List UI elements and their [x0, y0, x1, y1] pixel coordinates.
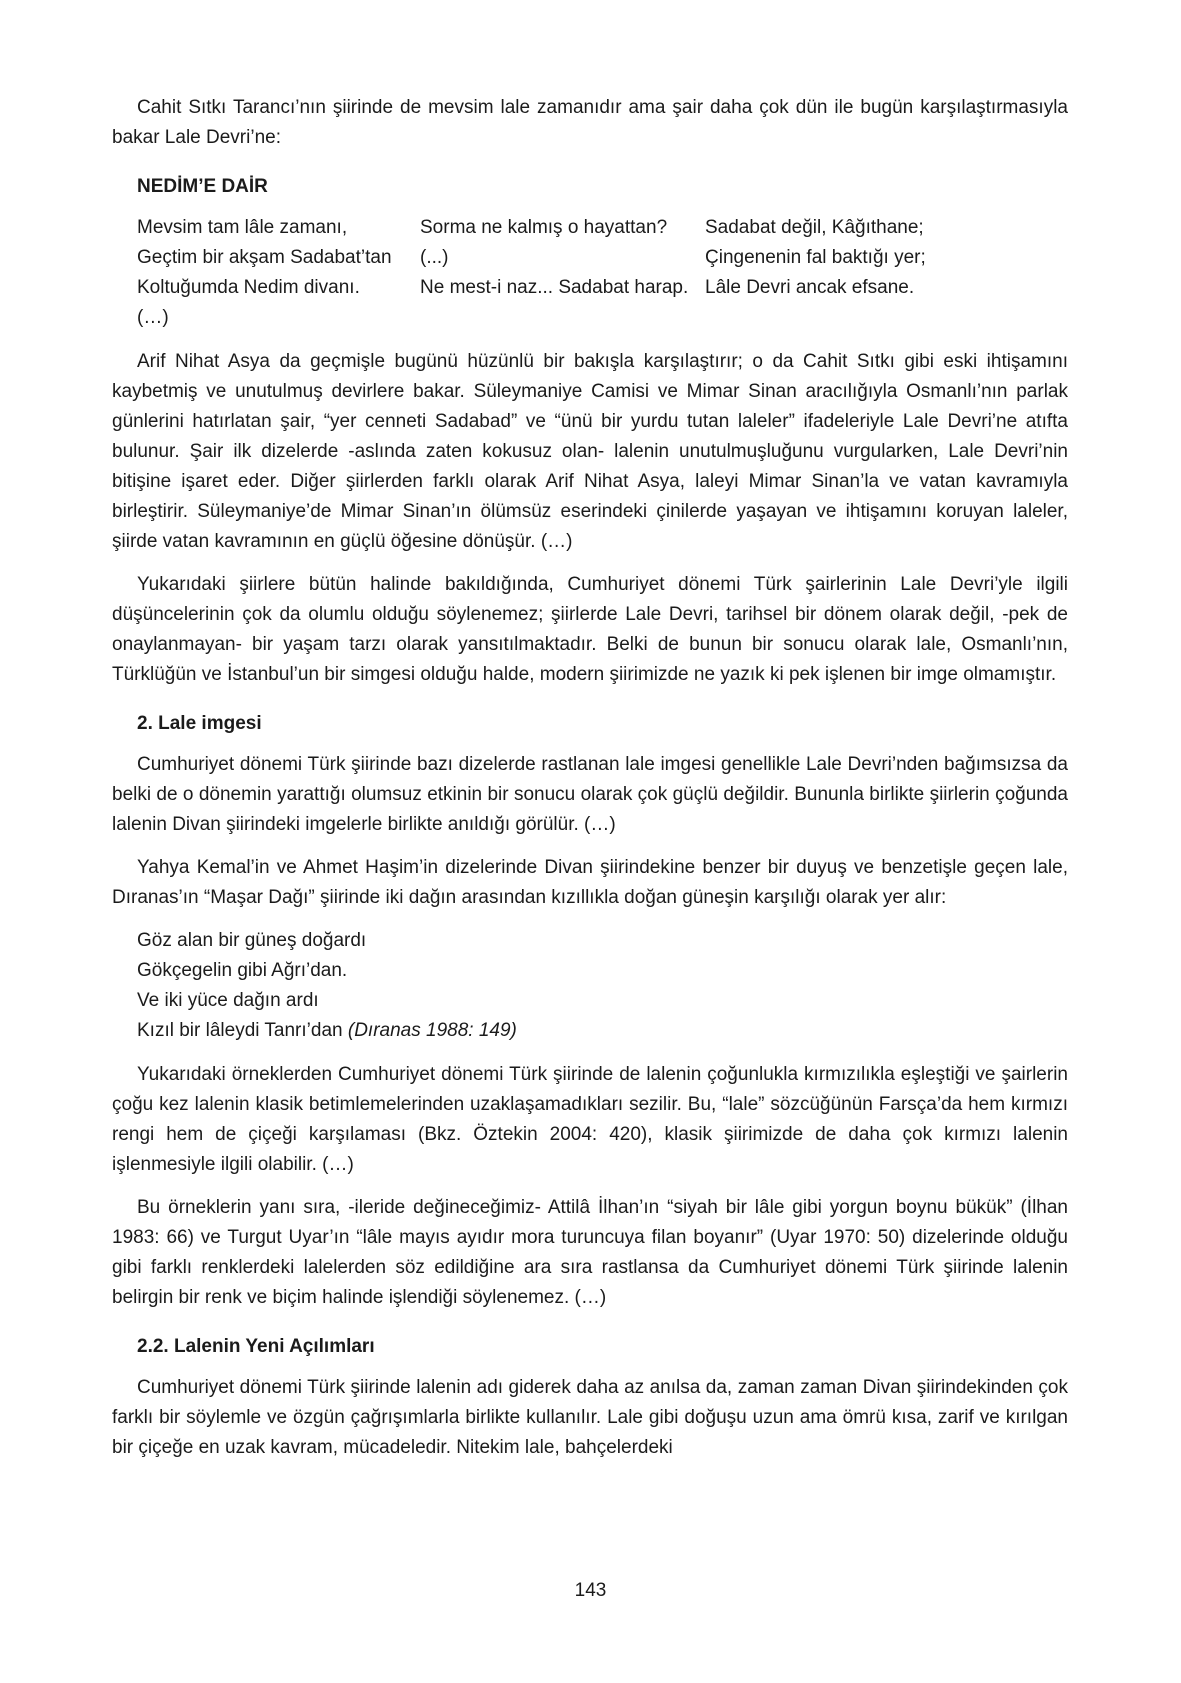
paragraph-bu-ornekler: Bu örneklerin yanı sıra, -ileride değineceğimiz- Attilâ İlhan’ın “siyah bir lâle gibi yorgun boynu bükük” (İlhan 1983: 66) ve Turgut Uyar’ın “lâle mayıs ayıdır mora turuncuya filan boyanır” (Uyar 1970: 50) dizelerinde olduğu gibi farklı renklerdeki lalelerden söz edildiğine ara sıra rastlansa da Cumhuriyet dönemi Türk şiirinde lalenin belirgin bir renk ve biçim halinde işlendiği söylenemez. (…)	[112, 1197, 1068, 1308]
poem-line	[137, 1016, 1068, 1046]
poem-masar-dagi	[137, 926, 1068, 1046]
poem-line: Mevsim tam lâle zamanı,	[137, 217, 348, 238]
paragraph-cumhuriyet-lale-imgesi: Cumhuriyet dönemi Türk şiirinde bazı dizelerde rastlanan lale imgesi genellikle Lale Devri’nden bağımsızsa da belki de o dönemin yarattığı olumsuz etkinin bir sonucu olarak çok güçlü değildir. Bununla birlikte şiirlerin çoğunda lalenin Divan şiirindeki imgelerle birlikte anıldığı görülür. (…)	[112, 754, 1068, 835]
poem-nedim-title: NEDİM’E DAİR	[137, 176, 268, 197]
paragraph-yukaridaki-siirler: Yukarıdaki şiirlere bütün halinde bakıldığında, Cumhuriyet dönemi Türk şairlerinin Lale Devri’yle ilgili düşüncelerinin çok da olumlu olduğu söylenemez; şiirlerde Lale Devri, tarihsel bir dönem olarak değil, -pek de onaylanmayan- bir yaşam tarzı olarak yansıtılmaktadır. Belki de bunun bir sonucu olarak lale, Osmanlı’nın, Türklüğün ve İstanbul’un bir simgesi olduğu halde, modern şiirimizde ne yazık ki pek işlenen bir imge olmamıştır.	[112, 574, 1068, 685]
paragraph-yeni-acilimlar: Cumhuriyet dönemi Türk şiirinde lalenin adı giderek daha az anılsa da, zaman zaman Divan şiirindekinden çok farklı bir söylemle ve özgün çağrışımlarla birlikte kullanılır. Lale gibi doğuşu uzun ama ömrü kısa, zarif ve kırılgan bir çiçeğe en uzak kavram, mücadeledir. Nitekim lale, bahçelerdeki	[112, 1377, 1068, 1458]
poem-line: Göz alan bir güneş doğardı	[137, 930, 367, 951]
poem-line: Çingenenin fal baktığı yer;	[705, 247, 926, 268]
poem-line-text: Kızıl bir lâleydi Tanrı’dan	[137, 1020, 343, 1041]
paragraph-arif-nihat-asya: Arif Nihat Asya da geçmişle bugünü hüzünlü bir bakışla karşılaştırır; o da Cahit Sıtkı gibi eski ihtişamını kaybetmiş ve unutulmuş devirlere bakar. Süleymaniye Camisi ve Mimar Sinan aracılığıyla Osmanlı’nın parlak günlerini hatırlatan şair, “yer cenneti Sadabad” ve “ünü bir yurdu tutan laleler” ifadeleriyle Lale Devri’ne atıfta bulunur. Şair ilk dizelerde -aslında zaten kokusuz olan- lalenin unutulmuşluğunu vurgularken, Lale Devri’nin bitişine işaret eder. Diğer şiirlerden farklı olarak Arif Nihat Asya, laleyi Mimar Sinan’la ve vatan kavramıyla birleştirir. Süleymaniye’de Mimar Sinan’ın ölümsüz eserindeki çinilerde yaşayan ve ihtişamını koruyan laleler, şiirde vatan kavramının en güçlü öğesine dönüşür. (…)	[112, 351, 1068, 552]
poem-nedim-column-2	[420, 213, 705, 303]
poem-line: Lâle Devri ancak efsane.	[705, 277, 915, 298]
poem-line: (…)	[137, 307, 169, 328]
poem-line: Gökçegelin gibi Ağrı’dan.	[137, 960, 348, 981]
paragraph-yukaridaki-ornekler: Yukarıdaki örneklerden Cumhuriyet dönemi Türk şiirinde de lalenin çoğunlukla kırmızılıkla eşleştiği ve şairlerin çoğu kez lalenin klasik betimlemelerinden uzaklaşamadıkları sezilir. Bu, “lale” sözcüğünün Farsça’da hem kırmızı rengi hem de çiçeği karşılaması (Bkz. Öztekin 2004: 420), klasik şiirimizde de daha çok kırmızı lalenin işlenmesiyle ilgili olabilir. (…)	[112, 1064, 1068, 1175]
poem-line: Sadabat değil, Kâğıthane;	[705, 217, 924, 238]
poem-line: Ne mest-i naz... Sadabat harap.	[420, 277, 689, 298]
poem-line: Ve iki yüce dağın ardı	[137, 990, 319, 1011]
poem-line: Geçtim bir akşam Sadabat’tan	[137, 247, 392, 268]
section-heading-lale-imgesi: 2. Lale imgesi	[137, 713, 262, 734]
poem-line: (...)	[420, 247, 449, 268]
paragraph-intro: Cahit Sıtkı Tarancı’nın şiirinde de mevsim lale zamanıdır ama şair daha çok dün ile bugün karşılaştırmasıyla bakar Lale Devri’ne:	[112, 97, 1068, 148]
poem-line: Sorma ne kalmış o hayattan?	[420, 217, 668, 238]
poem-nedim-column-1	[137, 213, 420, 333]
paragraph-yahya-kemal: Yahya Kemal’in ve Ahmet Haşim’in dizelerinde Divan şiirindekine benzer bir duyuş ve benzetişle geçen lale, Dıranas’ın “Maşar Dağı” şiirinde iki dağın arasından kızıllıkla doğan güneşin karşılığı olarak yer alır:	[112, 857, 1068, 908]
page-number: 143	[574, 1580, 607, 1601]
poem-nedim	[137, 213, 1068, 333]
poem-citation: (Dıranas 1988: 149)	[347, 1020, 517, 1041]
section-heading-yeni-acilimlar: 2.2. Lalenin Yeni Açılımları	[137, 1336, 375, 1357]
poem-line: Koltuğumda Nedim divanı.	[137, 277, 360, 298]
poem-nedim-column-3	[705, 213, 1068, 303]
